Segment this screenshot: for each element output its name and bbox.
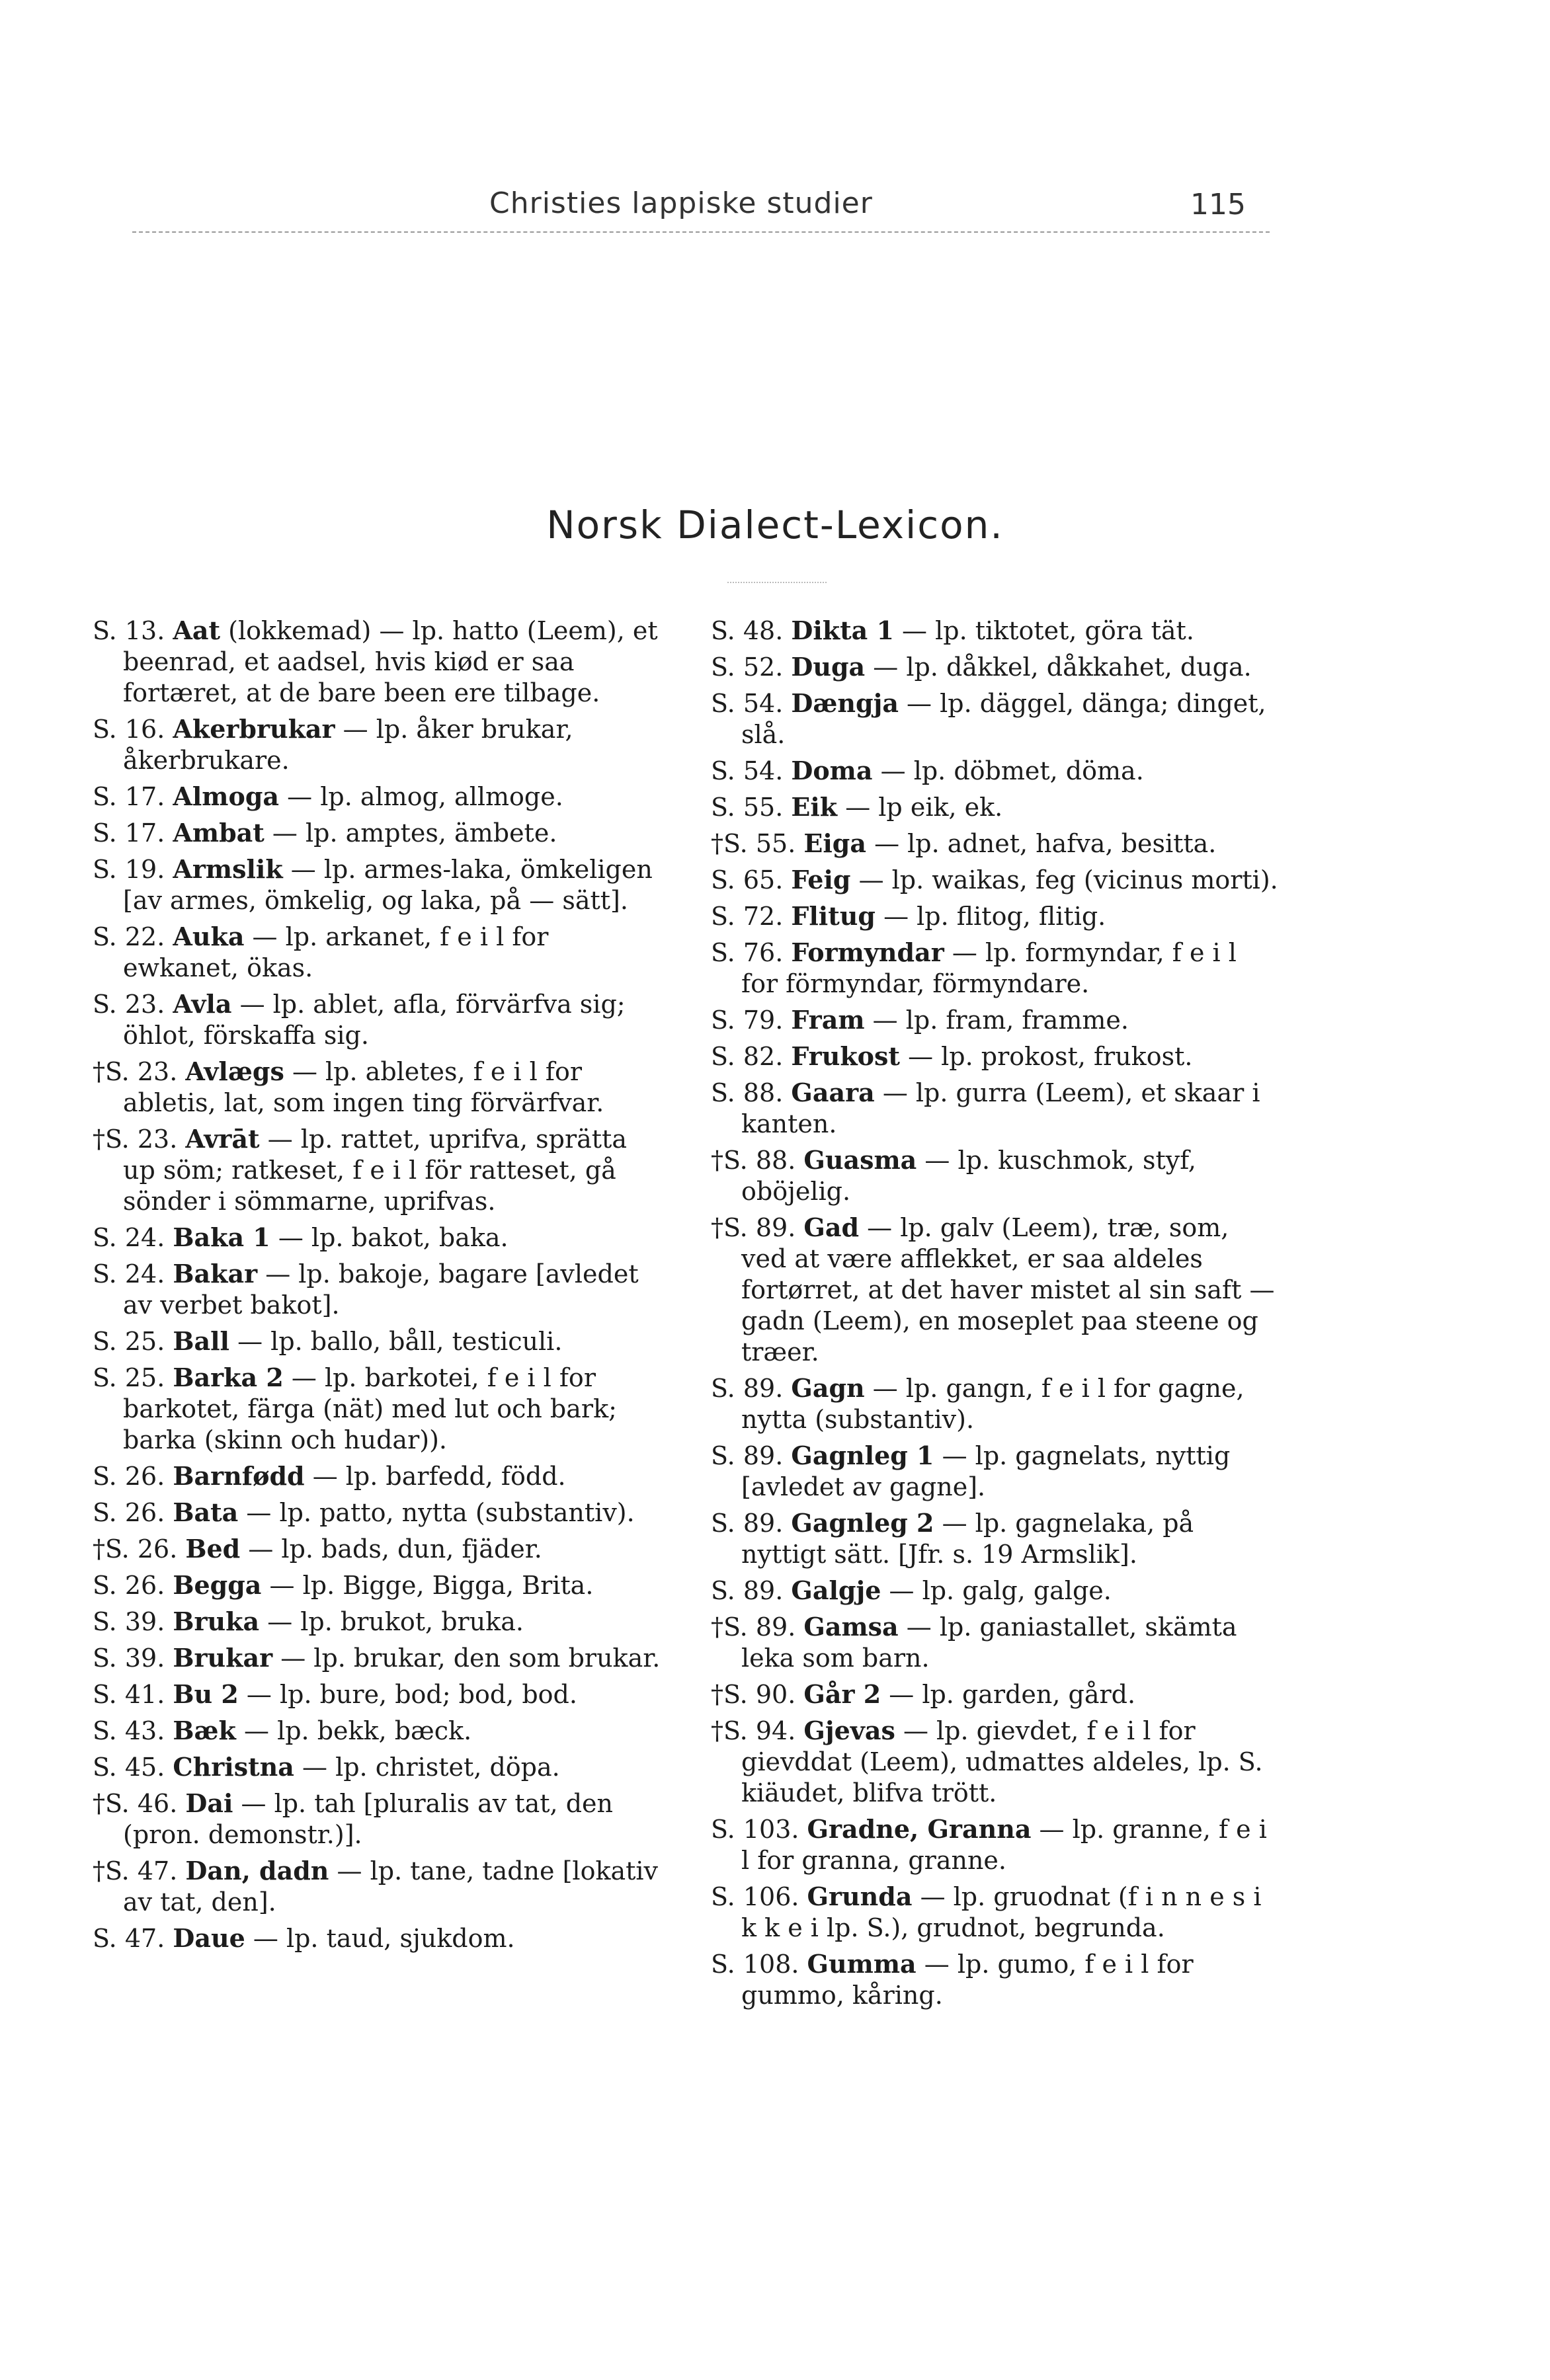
entry-reference: S. 17. (93, 818, 165, 848)
dictionary-entry (711, 1004, 1280, 1036)
entry-reference: S. 89. (711, 1441, 784, 1470)
dictionary-entry (711, 1507, 1280, 1570)
dictionary-entry (93, 1855, 661, 1918)
entry-reference: †S. 89. (711, 1612, 796, 1642)
entry-definition: — lp. bure, bod; bod, bod. (246, 1680, 577, 1709)
entry-headword: Doma (791, 756, 873, 785)
entry-reference: S. 26. (93, 1571, 165, 1600)
entry-reference: S. 39. (93, 1644, 165, 1673)
dictionary-entry (93, 1606, 661, 1638)
entry-reference: S. 54. (711, 689, 784, 718)
entry-definition: — lp. bakot, baka. (278, 1223, 509, 1252)
dictionary-entry (711, 1372, 1280, 1435)
entry-headword: Avlægs (185, 1056, 284, 1086)
dictionary-entry (93, 853, 661, 916)
entry-definition: — lp. garden, gård. (889, 1680, 1136, 1709)
dictionary-entry (93, 1679, 661, 1710)
entry-headword: Bata (173, 1497, 239, 1527)
entry-headword: Auka (173, 922, 245, 951)
entry-definition: — lp. däggel, dänga; dinget, slå. (741, 689, 1266, 749)
entry-reference: S. 89. (711, 1374, 784, 1403)
entry-definition: — lp. gumo, f e i l for gummo, kåring. (741, 1950, 1194, 2010)
entry-definition: — lp. ballo, båll, testiculi. (237, 1327, 563, 1356)
entry-headword: Flitug (791, 901, 876, 931)
entry-reference: S. 24. (93, 1223, 165, 1252)
dictionary-entry (93, 1497, 661, 1528)
dictionary-entry (93, 615, 661, 709)
dictionary-entry (93, 1258, 661, 1321)
entry-definition: — lp. granne, f e i l for granna, granne. (741, 1815, 1267, 1875)
entry-definition: — lp. gurra (Leem), et skaar i kanten. (741, 1078, 1260, 1138)
entry-headword: Fram (791, 1005, 865, 1035)
entry-reference: S. 45. (93, 1753, 165, 1782)
entry-headword: Daue (173, 1923, 245, 1953)
dictionary-entry (711, 1715, 1280, 1809)
dictionary-entry (93, 1533, 661, 1565)
entry-definition: — lp. brukar, den som brukar. (280, 1644, 661, 1673)
entry-definition: — lp. gruodnat (f i n n e s i k k e i lp. S.), grudnot, begrunda. (741, 1882, 1262, 1942)
entry-definition: — lp. gagnelats, nyttig [avledet av gagne]. (741, 1441, 1231, 1501)
entry-definition: — lp. ganiastallet, skämta leka som barn. (741, 1612, 1237, 1673)
entry-reference: †S. 90. (711, 1680, 796, 1709)
entry-headword: Bu 2 (173, 1679, 239, 1709)
entry-headword: Gumma (807, 1949, 917, 1979)
entry-headword: Armslik (173, 854, 283, 884)
dictionary-entry (711, 1679, 1280, 1710)
entry-headword: Gradne, Granna (807, 1814, 1032, 1844)
entry-reference: S. 103. (711, 1815, 799, 1844)
entry-headword: Avla (173, 989, 232, 1019)
entry-definition: — lp. galv (Leem), træ, som, ved at være afflekket, er saa aldeles fortørret, at det haver mistet al sin saft — gadn (Leem), en moseplet paa steene og træer. (741, 1213, 1275, 1367)
entry-headword: Bakar (173, 1259, 258, 1289)
header-rule (132, 231, 1270, 233)
dictionary-entry (93, 1788, 661, 1850)
dictionary-entry (93, 781, 661, 813)
dictionary-entry (93, 817, 661, 849)
dictionary-entry (93, 1460, 661, 1492)
entry-reference: S. 26. (93, 1498, 165, 1527)
entry-headword: Feig (791, 865, 851, 894)
entry-reference: †S. 23. (93, 1125, 178, 1154)
dictionary-entry (711, 1611, 1280, 1674)
dictionary-entry (711, 1881, 1280, 1944)
entry-reference: S. 48. (711, 616, 784, 645)
entry-definition: (lokkemad) — lp. hatto (Leem), et beenrad, et aadsel, hvis kiød er saa fortæret, at de bare been ere tilbage. (123, 616, 658, 707)
entry-definition: — lp. brukot, bruka. (267, 1607, 524, 1636)
entry-reference: S. 52. (711, 653, 784, 682)
dictionary-entry (711, 688, 1280, 750)
dictionary-entry (711, 1041, 1280, 1072)
dictionary-entry (711, 755, 1280, 787)
entry-headword: Gaara (791, 1078, 875, 1107)
entry-reference: †S. 23. (93, 1057, 178, 1086)
dictionary-entry (93, 1569, 661, 1601)
entry-headword: Avrāt (185, 1124, 260, 1154)
dictionary-entry (711, 864, 1280, 896)
entry-definition: — lp. gagnelaka, på nyttigt sätt. [Jfr. s. 19 Armslik]. (741, 1509, 1194, 1569)
entry-headword: Frukost (791, 1041, 900, 1071)
title-rule (727, 582, 827, 583)
entry-headword: Formyndar (791, 937, 944, 967)
entry-reference: S. 76. (711, 938, 784, 967)
entry-headword: Brukar (173, 1643, 273, 1673)
entry-definition: — lp. ablet, afla, förvärfva sig; öhlot, förskaffa sig. (123, 990, 626, 1050)
dictionary-entry (711, 900, 1280, 932)
entry-reference: S. 13. (93, 616, 165, 645)
entry-definition: — lp. amptes, ämbete. (272, 818, 557, 848)
entry-reference: S. 39. (93, 1607, 165, 1636)
dictionary-entry (93, 1123, 661, 1217)
running-title: Christies lappiske studier (489, 186, 873, 220)
entry-reference: †S. 88. (711, 1146, 796, 1175)
entry-headword: Gagnleg 2 (791, 1508, 934, 1538)
entry-headword: Begga (173, 1570, 262, 1600)
entry-headword: Ball (173, 1326, 229, 1356)
entry-definition: — lp eik, ek. (845, 793, 1003, 822)
entry-definition: — lp. christet, döpa. (302, 1753, 560, 1782)
dictionary-entry (711, 791, 1280, 823)
entry-headword: Duga (791, 652, 866, 682)
entry-reference: S. 41. (93, 1680, 165, 1709)
entry-headword: Eiga (803, 828, 866, 858)
dictionary-entry (711, 1575, 1280, 1606)
dictionary-entry (711, 1144, 1280, 1207)
entry-reference: S. 26. (93, 1462, 165, 1491)
entry-reference: S. 72. (711, 902, 784, 931)
entry-definition: — lp. tah [pluralis av tat, den (pron. demonstr.)]. (123, 1789, 614, 1849)
entry-reference: †S. 94. (711, 1716, 796, 1745)
entry-reference: S. 88. (711, 1078, 784, 1107)
entry-reference: S. 17. (93, 782, 165, 811)
entry-definition: — lp. Bigge, Bigga, Brita. (269, 1571, 594, 1600)
entry-definition: — lp. dåkkel, dåkkahet, duga. (873, 653, 1252, 682)
entry-headword: Baka 1 (173, 1222, 270, 1252)
entry-definition: — lp. armes-laka, ömkeligen [av armes, ömkelig, og laka, på — sätt]. (123, 855, 653, 915)
entry-definition: — lp. gievdet, f e i l for gievddat (Leem), udmattes aldeles, lp. S. kiäudet, blifva trött. (741, 1716, 1263, 1807)
entry-headword: Grunda (807, 1882, 913, 1911)
entry-reference: S. 43. (93, 1716, 165, 1745)
entry-definition: — lp. gangn, f e i l for gagne, nytta (substantiv). (741, 1374, 1244, 1434)
dictionary-entry (93, 1751, 661, 1783)
entry-headword: Akerbrukar (173, 714, 335, 744)
entry-headword: Bruka (173, 1606, 260, 1636)
entry-reference: S. 24. (93, 1259, 165, 1289)
entry-reference: S. 25. (93, 1363, 165, 1392)
entry-headword: Barnfødd (173, 1461, 305, 1491)
entry-definition: — lp. arkanet, f e i l for ewkanet, ökas. (123, 922, 549, 982)
entry-definition: — lp. bekk, bæck. (243, 1716, 472, 1745)
entry-definition: — lp. bads, dun, fjäder. (248, 1534, 542, 1564)
entry-definition: — lp. patto, nytta (substantiv). (246, 1498, 635, 1527)
right-column (711, 615, 1280, 2016)
entry-definition: — lp. almog, allmoge. (287, 782, 563, 811)
left-column (93, 615, 661, 1959)
entry-headword: Ambat (173, 818, 265, 848)
dictionary-entry (93, 1923, 661, 1954)
entry-reference: S. 25. (93, 1327, 165, 1356)
entry-definition: — lp. barkotei, f e i l for barkotet, färga (nät) med lut och bark; barka (skinn och hudar)). (123, 1363, 617, 1454)
entry-reference: S. 79. (711, 1006, 784, 1035)
entry-reference: S. 54. (711, 756, 784, 785)
entry-definition: — lp. tane, tadne [lokativ av tat, den]. (123, 1856, 659, 1917)
entry-reference: S. 55. (711, 793, 784, 822)
entry-definition: — lp. bakoje, bagare [avledet av verbet bakot]. (123, 1259, 639, 1320)
entry-definition: — lp. döbmet, döma. (880, 756, 1144, 785)
dictionary-entry (711, 828, 1280, 859)
entry-reference: S. 82. (711, 1042, 784, 1071)
entry-definition: — lp. kuschmok, styf, oböjelig. (741, 1146, 1197, 1206)
entry-headword: Dai (185, 1788, 233, 1818)
entry-reference: S. 47. (93, 1924, 165, 1953)
dictionary-entry (711, 937, 1280, 1000)
dictionary-entry (93, 921, 661, 984)
entry-headword: Galgje (791, 1575, 881, 1605)
entry-definition: — lp. adnet, hafva, besitta. (874, 829, 1217, 858)
entry-headword: Gad (803, 1212, 860, 1242)
dictionary-entry (711, 1813, 1280, 1876)
entry-definition: — lp. flitog, flitig. (883, 902, 1106, 931)
entry-headword: Christna (173, 1752, 294, 1782)
entry-definition: — lp. åker brukar, åkerbrukare. (123, 715, 573, 775)
entry-headword: Dængja (791, 688, 899, 718)
entry-definition: — lp. formyndar, f e i l for förmyndar, förmyndare. (741, 938, 1237, 998)
entry-headword: Gamsa (803, 1612, 899, 1642)
entry-reference: S. 16. (93, 715, 165, 744)
entry-reference: †S. 46. (93, 1789, 178, 1818)
entry-headword: Eik (791, 792, 838, 822)
entry-reference: S. 19. (93, 855, 165, 884)
dictionary-entry (711, 1212, 1280, 1368)
entry-reference: †S. 26. (93, 1534, 178, 1564)
entry-headword: Almoga (173, 781, 280, 811)
entry-headword: Bed (185, 1534, 241, 1564)
dictionary-entry (711, 1948, 1280, 2011)
entry-headword: Går 2 (803, 1679, 881, 1709)
entry-headword: Guasma (803, 1145, 917, 1175)
dictionary-entry (93, 1326, 661, 1357)
dictionary-entry (93, 1056, 661, 1119)
entry-headword: Bæk (173, 1716, 236, 1745)
entry-headword: Gagnleg 1 (791, 1441, 934, 1470)
entry-definition: — lp. barfedd, född. (312, 1462, 566, 1491)
entry-reference: †S. 47. (93, 1856, 178, 1885)
entry-definition: — lp. abletes, f e i l for abletis, lat, som ingen ting förvärfvar. (123, 1057, 604, 1117)
entry-reference: †S. 55. (711, 829, 796, 858)
entry-definition: — lp. tiktotet, göra tät. (902, 616, 1194, 645)
entry-definition: — lp. fram, framme. (872, 1006, 1129, 1035)
entry-headword: Barka 2 (173, 1363, 284, 1392)
entry-reference: S. 23. (93, 990, 165, 1019)
dictionary-entry (711, 615, 1280, 647)
page-header (0, 178, 1550, 225)
page-number: 115 (1190, 188, 1246, 221)
dictionary-entry (93, 1642, 661, 1674)
entry-definition: — lp. waikas, feg (vicinus morti). (858, 865, 1278, 894)
entry-headword: Dan, dadn (185, 1856, 329, 1885)
entry-reference: S. 108. (711, 1950, 799, 1979)
entry-reference: S. 106. (711, 1882, 799, 1911)
entry-definition: — lp. rattet, uprifva, sprätta up söm; ratkeset, f e i l för ratteset, gå sönder i sömmarne, uprifvas. (123, 1125, 627, 1216)
section-title: Norsk Dialect-Lexicon. (546, 502, 1004, 547)
entry-definition: — lp. prokost, frukost. (908, 1042, 1193, 1071)
dictionary-entry (93, 1222, 661, 1253)
entry-reference: S. 89. (711, 1509, 784, 1538)
dictionary-entry (711, 1440, 1280, 1503)
dictionary-entry (93, 988, 661, 1051)
entry-reference: †S. 89. (711, 1213, 796, 1242)
dictionary-entry (93, 1362, 661, 1456)
entry-reference: S. 89. (711, 1576, 784, 1605)
entry-headword: Dikta 1 (791, 615, 894, 645)
entry-headword: Gagn (791, 1373, 865, 1403)
entry-headword: Gjevas (803, 1716, 895, 1745)
dictionary-entry (711, 651, 1280, 683)
entry-reference: S. 65. (711, 865, 784, 894)
dictionary-entry (93, 713, 661, 776)
entry-definition: — lp. taud, sjukdom. (253, 1924, 515, 1953)
entry-definition: — lp. galg, galge. (889, 1576, 1112, 1605)
entry-reference: S. 22. (93, 922, 165, 951)
dictionary-entry (93, 1715, 661, 1747)
entry-headword: Aat (173, 615, 221, 645)
dictionary-entry (711, 1077, 1280, 1140)
